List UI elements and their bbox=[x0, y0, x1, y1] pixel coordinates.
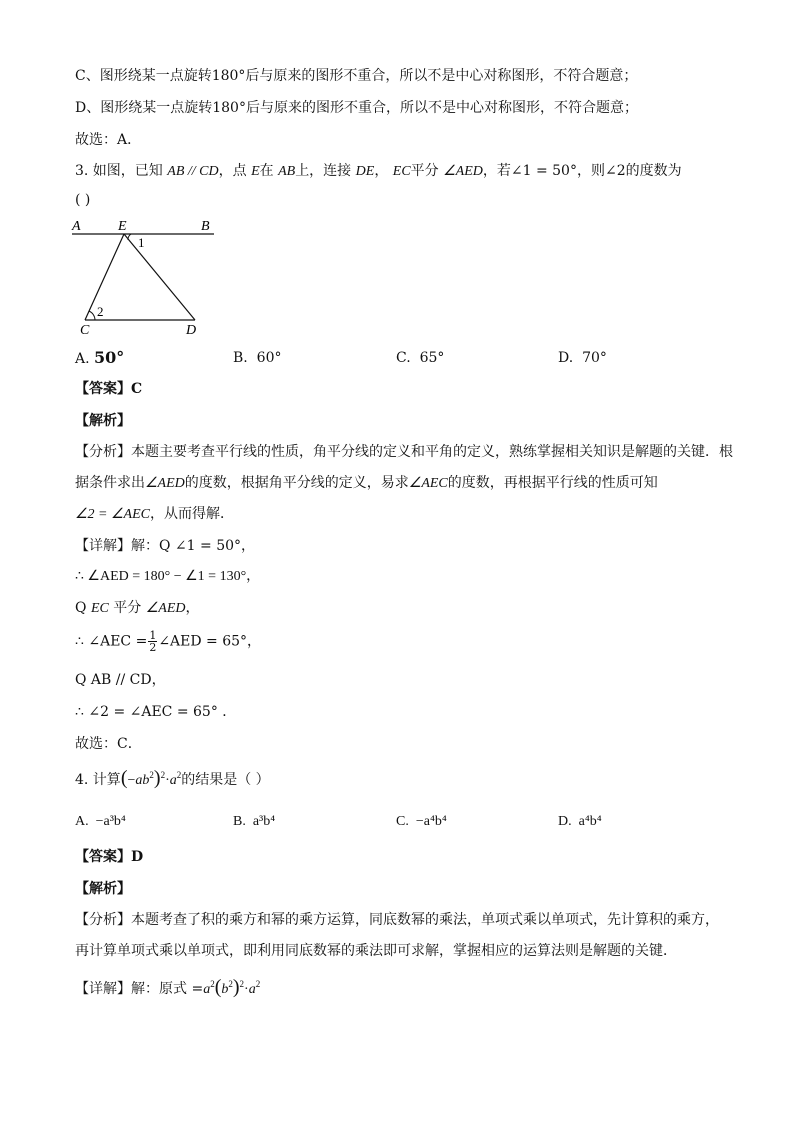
q3-option-c: C. 65° bbox=[396, 350, 445, 366]
analysis-3-line2: 据条件求出∠AED的度数，根据角平分线的定义，易求∠AEC的度数，再根据平行线的性质可知 bbox=[75, 475, 658, 491]
label-e: E bbox=[118, 219, 127, 234]
label-2: 2 bbox=[97, 304, 104, 319]
q4-option-d: D. a⁴b⁴ bbox=[558, 814, 602, 829]
label-b: B bbox=[201, 219, 210, 234]
question-3-stem: 3. 如图，已知 AB // CD，点 E在 AB上，连接 DE， EC平分 ∠AED，若∠1 = 50°，则∠2的度数为 bbox=[75, 163, 682, 179]
q3-option-a: A. 50° bbox=[75, 348, 125, 367]
detail-4-line1: 【详解】解：原式 $=a^2(b^2)^2\cdot a^2$ bbox=[75, 976, 261, 998]
answer-3: 【答案】C bbox=[75, 381, 143, 397]
analysis-4-line2: 再计算单项式乘以单项式，即利用同底数幂的乘法即可求解，掌握相应的运算法则是解题的关键． bbox=[75, 943, 677, 959]
detail-3-line6: ∴ ∠2 = ∠AEC = 65° ． bbox=[75, 704, 237, 720]
analysis-3-heading: 【解析】 bbox=[75, 413, 131, 429]
detail-3-line2: ∴ ∠AED = 180° − ∠1 = 130°， bbox=[75, 569, 261, 584]
question-3-bracket: ( ) bbox=[75, 192, 91, 208]
detail-3-line3: Q EC 平分 ∠AED， bbox=[75, 600, 200, 616]
analysis-4-heading: 【解析】 bbox=[75, 881, 131, 897]
label-d: D bbox=[186, 323, 197, 338]
answer-4: 【答案】D bbox=[75, 849, 144, 865]
detail-3-line5: Q AB // CD， bbox=[75, 672, 166, 688]
option-d-analysis: D、图形绕某一点旋转180°后与原来的图形不重合，所以不是中心对称图形，不符合题意； bbox=[75, 100, 638, 116]
analysis-3-line1: 【分析】本题主要考查平行线的性质，角平分线的定义和平角的定义，熟练掌握相关知识是解题的关键．根 bbox=[75, 444, 733, 460]
q3-option-b: B. 60° bbox=[233, 350, 282, 366]
question-4-stem: 4. 计算$(-ab^2)^2\cdot a^2$的结果是（ ） bbox=[75, 767, 270, 789]
label-a: A bbox=[72, 219, 81, 234]
detail-3-line1: 【详解】解：Q ∠1 = 50°， bbox=[75, 538, 256, 554]
q4-expression: $(-ab^2)^2\cdot a^2$ bbox=[120, 767, 182, 789]
segment-ed bbox=[124, 234, 195, 320]
fraction-half: $\frac{1}{2}$ bbox=[149, 629, 157, 654]
label-1: 1 bbox=[138, 235, 145, 250]
label-c: C bbox=[80, 323, 90, 338]
q4-option-b: B. a³b⁴ bbox=[233, 814, 276, 829]
segment-ec bbox=[85, 234, 124, 320]
detail-4-expression: $a^2(b^2)^2\cdot a^2$ bbox=[203, 976, 261, 998]
choice-line: 故选：A． bbox=[75, 132, 142, 148]
option-c-analysis: C、图形绕某一点旋转180°后与原来的图形不重合，所以不是中心对称图形，不符合题意； bbox=[75, 68, 638, 84]
detail-3-line4: ∴ ∠AEC = $\frac{1}{2}$ ∠AED = 65°， bbox=[75, 629, 262, 654]
triangle-figure bbox=[68, 216, 218, 338]
q4-option-c: C. −a⁴b⁴ bbox=[396, 814, 447, 829]
analysis-3-line3: ∠2 = ∠AEC，从而得解． bbox=[75, 506, 234, 522]
choice-line-3: 故选：C． bbox=[75, 736, 142, 752]
q4-option-a: A. −a³b⁴ bbox=[75, 814, 126, 829]
analysis-4-line1: 【分析】本题考查了积的乘方和幂的乘方运算，同底数幂的乘法，单项式乘以单项式，先计算积的乘方， bbox=[75, 912, 719, 928]
angle-1-arc bbox=[128, 234, 131, 240]
angle-2-arc bbox=[89, 311, 95, 320]
q3-option-d: D. 70° bbox=[558, 350, 607, 366]
